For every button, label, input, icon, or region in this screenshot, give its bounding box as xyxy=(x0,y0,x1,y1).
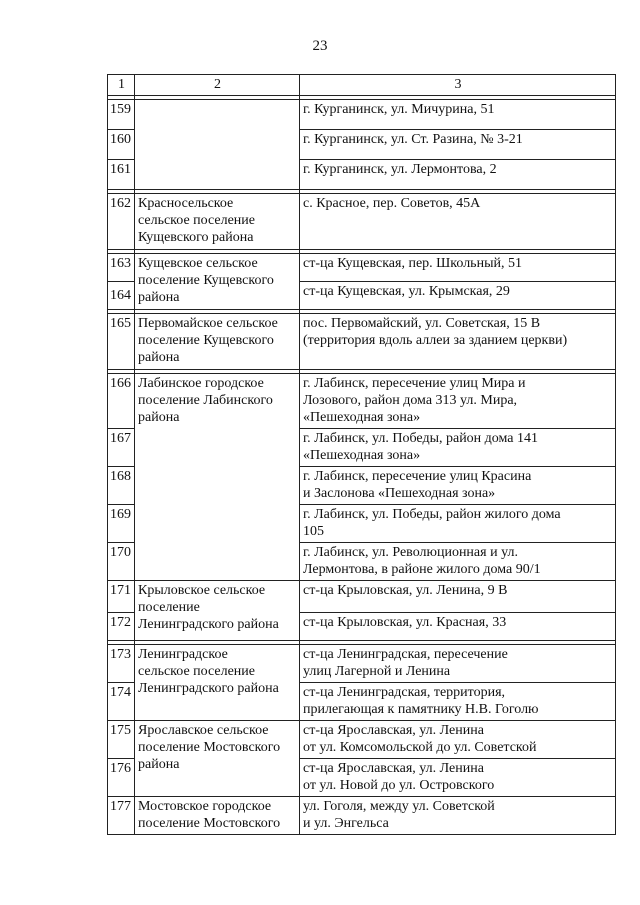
address-cell: г. Лабинск, ул. Победы, район дома 141 «Пешеходная зона» xyxy=(300,429,616,467)
row-number: 159 xyxy=(108,100,135,130)
header-cell: 3 xyxy=(300,75,616,96)
row-number: 163 xyxy=(108,254,135,282)
address-cell: г. Лабинск, пересечение улиц Мира и Лозового, район дома 313 ул. Мира, «Пешеходная зона» xyxy=(300,374,616,429)
district-cell: Первомайское сельское поселение Кущевского района xyxy=(135,314,300,370)
address-cell: ул. Гоголя, между ул. Советской и ул. Энгельса xyxy=(300,797,616,835)
page-number: 23 xyxy=(312,38,328,54)
district-cell: Ярославское сельское поселение Мостовского района xyxy=(135,721,300,797)
row-number: 161 xyxy=(108,160,135,190)
address-cell: ст-ца Ярославская, ул. Ленина от ул. Новой до ул. Островского xyxy=(300,759,616,797)
address-cell: ст-ца Крыловская, ул. Красная, 33 xyxy=(300,613,616,641)
address-cell: с. Красное, пер. Советов, 45А xyxy=(300,194,616,250)
row-number: 171 xyxy=(108,581,135,613)
table-row xyxy=(108,645,616,683)
row-number: 166 xyxy=(108,374,135,429)
header-cell: 1 xyxy=(108,75,135,96)
district-cell: Кущевское сельское поселение Кущевского района xyxy=(135,254,300,310)
table-row xyxy=(108,314,616,370)
address-cell: ст-ца Крыловская, ул. Ленина, 9 В xyxy=(300,581,616,613)
table-row xyxy=(108,194,616,250)
row-number: 169 xyxy=(108,505,135,543)
row-number: 164 xyxy=(108,282,135,310)
row-number: 173 xyxy=(108,645,135,683)
address-cell: г. Курганинск, ул. Ст. Разина, № 3-21 xyxy=(300,130,616,160)
district-cell: Мостовское городское поселение Мостовского xyxy=(135,797,300,835)
row-number: 175 xyxy=(108,721,135,759)
locations-table xyxy=(107,74,616,835)
table-row xyxy=(108,100,616,130)
row-number: 177 xyxy=(108,797,135,835)
row-number: 174 xyxy=(108,683,135,721)
address-cell: ст-ца Кущевская, ул. Крымская, 29 xyxy=(300,282,616,310)
table-row xyxy=(108,581,616,613)
address-cell: г. Курганинск, ул. Лермонтова, 2 xyxy=(300,160,616,190)
district-cell: Лабинское городское поселение Лабинского района xyxy=(135,374,300,581)
table-row xyxy=(108,797,616,835)
district-cell xyxy=(135,100,300,190)
address-cell: г. Лабинск, ул. Победы, район жилого дома 105 xyxy=(300,505,616,543)
address-cell: ст-ца Кущевская, пер. Школьный, 51 xyxy=(300,254,616,282)
row-number: 165 xyxy=(108,314,135,370)
district-cell: Ленинградское сельское поселение Ленинградского района xyxy=(135,645,300,721)
address-cell: г. Лабинск, пересечение улиц Красина и Заслонова «Пешеходная зона» xyxy=(300,467,616,505)
address-cell: ст-ца Ленинградская, пересечение улиц Лагерной и Ленина xyxy=(300,645,616,683)
table-row xyxy=(108,374,616,429)
address-cell: г. Лабинск, ул. Революционная и ул. Лермонтова, в районе жилого дома 90/1 xyxy=(300,543,616,581)
address-cell: ст-ца Ленинградская, территория, прилегающая к памятнику Н.В. Гоголю xyxy=(300,683,616,721)
row-number: 167 xyxy=(108,429,135,467)
table-row xyxy=(108,721,616,759)
district-cell: Красносельское сельское поселение Кущевского района xyxy=(135,194,300,250)
header-cell: 2 xyxy=(135,75,300,96)
table-header-row xyxy=(108,75,616,96)
address-cell: г. Курганинск, ул. Мичурина, 51 xyxy=(300,100,616,130)
row-number: 170 xyxy=(108,543,135,581)
row-number: 168 xyxy=(108,467,135,505)
address-cell: ст-ца Ярославская, ул. Ленина от ул. Комсомольской до ул. Советской xyxy=(300,721,616,759)
row-number: 176 xyxy=(108,759,135,797)
row-number: 160 xyxy=(108,130,135,160)
address-cell: пос. Первомайский, ул. Советская, 15 В (территория вдоль аллеи за зданием церкви) xyxy=(300,314,616,370)
row-number: 172 xyxy=(108,613,135,641)
table-row xyxy=(108,254,616,282)
district-cell: Крыловское сельское поселение Ленинградского района xyxy=(135,581,300,641)
row-number: 162 xyxy=(108,194,135,250)
